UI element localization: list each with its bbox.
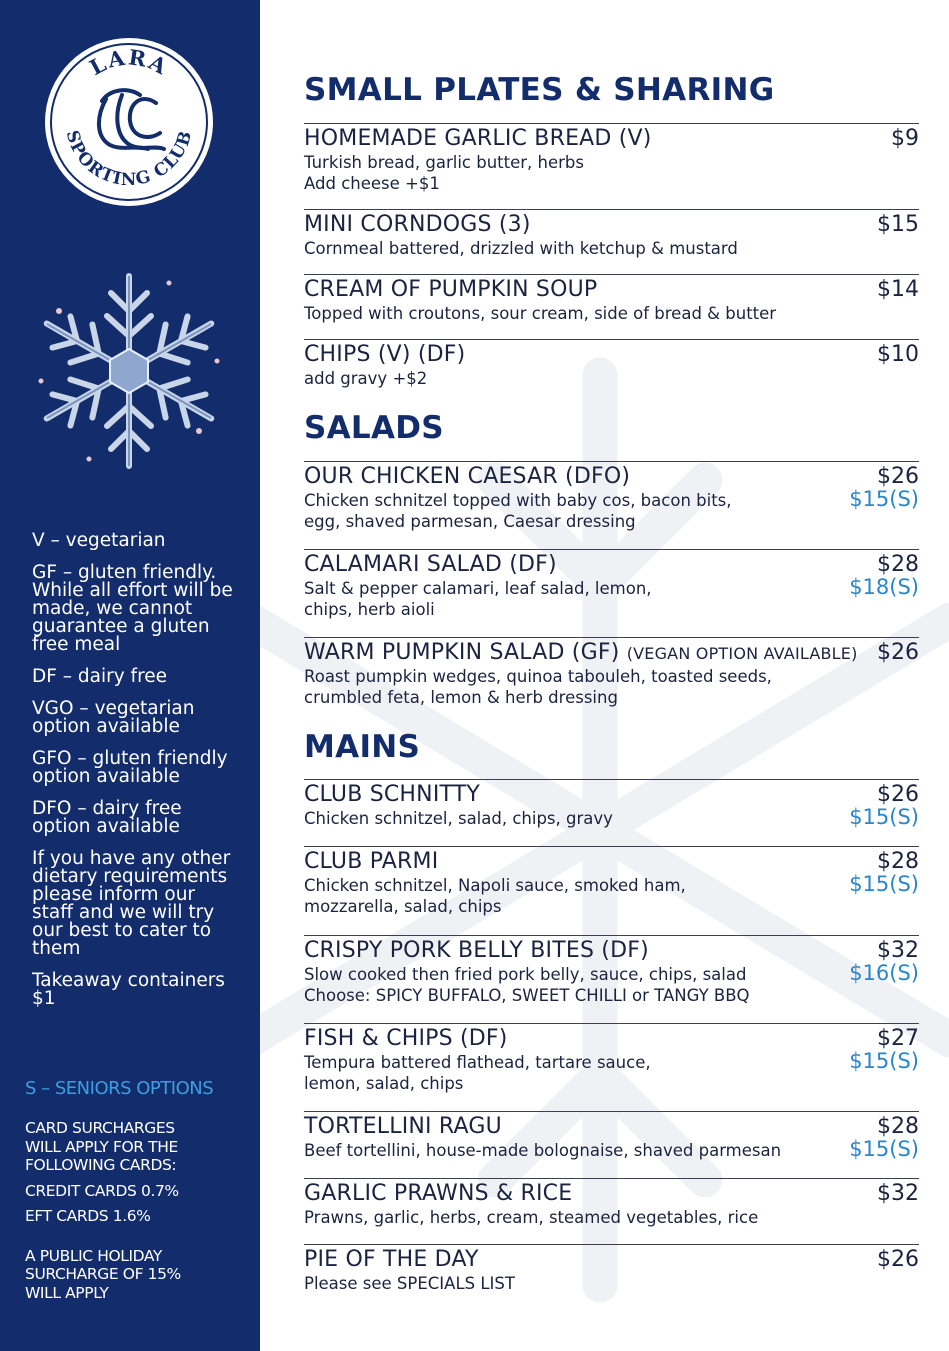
holiday-surcharge-line: WILL APPLY [25, 1283, 109, 1302]
sidebar [0, 0, 260, 1351]
desc-line: Chicken schnitzel, salad, chips, gravy [304, 809, 613, 828]
desc-line: egg, shaved parmesan, Caesar dressing [304, 512, 636, 531]
holiday-surcharge-line: A PUBLIC HOLIDAY [25, 1246, 163, 1265]
logo-top-text: LARA [85, 44, 173, 81]
legend-item: Takeaway containers $1 [32, 970, 225, 1009]
credit-card-surcharge: CREDIT CARDS 0.7% [25, 1181, 179, 1200]
item-price: $28 [877, 552, 919, 577]
senior-price: $15(S) [849, 487, 919, 511]
item-description [304, 1273, 515, 1294]
item-name: TORTELLINI RAGU [304, 1114, 502, 1139]
desc-line: Roast pumpkin wedges, quinoa tabouleh, toasted seeds, [304, 667, 772, 686]
item-price: $26 [877, 464, 919, 489]
desc-line: Choose: SPICY BUFFALO, SWEET CHILLI or TANGY BBQ [304, 986, 750, 1005]
desc-line: Salt & pepper calamari, leaf salad, lemon, [304, 579, 652, 598]
item-description [304, 1140, 781, 1161]
item-price: $26 [877, 640, 919, 665]
desc-line: Add cheese +$1 [304, 174, 440, 193]
item-description [304, 490, 732, 532]
item-description [304, 964, 750, 1006]
item-name: FISH & CHIPS (DF) [304, 1026, 508, 1051]
section-title-salads: SALADS [304, 410, 444, 446]
eft-card-surcharge: EFT CARDS 1.6% [25, 1207, 151, 1225]
desc-line: Slow cooked then fried pork belly, sauce, chips, salad [304, 965, 747, 984]
section-title-mains: MAINS [304, 729, 421, 765]
item-price: $28 [877, 849, 919, 874]
item-description [304, 578, 652, 620]
item-description [304, 666, 772, 708]
menu-item [304, 1178, 919, 1227]
item-price: $9 [891, 126, 919, 151]
item-description [304, 303, 776, 324]
legend-item: If you have any other dietary requirements please inform our staff and we will try our best to cater to them [32, 848, 231, 959]
item-description [304, 152, 584, 194]
menu-item [304, 846, 919, 916]
desc-line: Cornmeal battered, drizzled with ketchup & mustard [304, 239, 738, 258]
item-name: CLUB SCHNITTY [304, 782, 481, 807]
item-name: CREAM OF PUMPKIN SOUP [304, 277, 598, 302]
item-price: $28 [877, 1114, 919, 1139]
surcharge-line: WILL APPLY FOR THE [25, 1137, 178, 1156]
desc-line: crumbled feta, lemon & herb dressing [304, 688, 618, 707]
senior-price: $15(S) [849, 805, 919, 829]
item-name [304, 640, 858, 665]
legend-item: DF – dairy free [32, 666, 168, 687]
item-description [304, 1052, 651, 1094]
menu-item [304, 935, 919, 1005]
item-name: HOMEMADE GARLIC BREAD (V) [304, 126, 652, 151]
desc-line: Topped with croutons, sour cream, side of bread & butter [304, 304, 777, 323]
menu-item [304, 339, 919, 388]
menu-item [304, 209, 919, 258]
item-name: CRISPY PORK BELLY BITES (DF) [304, 938, 649, 963]
surcharge-notes [25, 1119, 247, 1302]
desc-line: Please see SPECIALS LIST [304, 1274, 515, 1293]
item-price: $26 [877, 782, 919, 807]
desc-line: lemon, salad, chips [304, 1074, 464, 1093]
dietary-legend [32, 532, 237, 1022]
item-price: $14 [877, 277, 919, 302]
item-name: CHIPS (V) (DF) [304, 342, 466, 367]
seniors-heading: S – SENIORS OPTIONS [25, 1078, 214, 1099]
desc-line: mozzarella, salad, chips [304, 897, 502, 916]
legend-item: DFO – dairy free option available [32, 798, 182, 837]
section-title-small-plates: SMALL PLATES & SHARING [304, 72, 775, 108]
legend-item: V – vegetarian [32, 530, 166, 551]
item-description [304, 368, 427, 389]
club-logo [44, 37, 214, 207]
item-price: $32 [877, 938, 919, 963]
menu-item [304, 1244, 919, 1293]
surcharge-line: CARD SURCHARGES [25, 1119, 175, 1137]
logo-bottom-text: SPORTING CLUB [61, 128, 197, 191]
legend-item: GFO – gluten friendly option available [32, 748, 228, 787]
item-name-text: WARM PUMPKIN SALAD (GF) [304, 640, 620, 665]
item-price: $32 [877, 1181, 919, 1206]
senior-price: $15(S) [849, 1049, 919, 1073]
senior-price: $16(S) [849, 961, 919, 985]
item-name: PIE OF THE DAY [304, 1247, 479, 1272]
desc-line: Beef tortellini, house-made bolognaise, shaved parmesan [304, 1141, 782, 1160]
senior-price: $18(S) [849, 575, 919, 599]
menu-item [304, 274, 919, 323]
menu-item [304, 549, 919, 619]
item-name: MINI CORNDOGS (3) [304, 212, 531, 237]
item-price: $10 [877, 342, 919, 367]
desc-line: Tempura battered flathead, tartare sauce, [304, 1053, 651, 1072]
item-description [304, 808, 613, 829]
menu-item [304, 637, 919, 707]
item-name: GARLIC PRAWNS & RICE [304, 1181, 573, 1206]
snowflake-icon [24, 266, 234, 476]
senior-price: $15(S) [849, 872, 919, 896]
item-name: CLUB PARMI [304, 849, 439, 874]
legend-item: VGO – vegetarian option available [32, 698, 195, 737]
legend-item: GF – gluten friendly. While all effort will be made, we cannot guarantee a gluten free meal [32, 562, 233, 655]
menu-item [304, 1111, 919, 1161]
item-description [304, 238, 738, 259]
senior-price: $15(S) [849, 1137, 919, 1161]
menu-item [304, 779, 919, 829]
item-note: (VEGAN OPTION AVAILABLE) [626, 644, 858, 663]
item-description [304, 875, 686, 917]
item-price: $26 [877, 1247, 919, 1272]
item-description [304, 1207, 758, 1228]
item-price: $27 [877, 1026, 919, 1051]
desc-line: add gravy +$2 [304, 369, 428, 388]
menu-item [304, 123, 919, 193]
item-price: $15 [877, 212, 919, 237]
desc-line: chips, herb aioli [304, 600, 435, 619]
menu-item [304, 461, 919, 531]
desc-line: Prawns, garlic, herbs, cream, steamed vegetables, rice [304, 1208, 759, 1227]
item-name: OUR CHICKEN CAESAR (DFO) [304, 464, 631, 489]
holiday-surcharge-line: SURCHARGE OF 15% [25, 1265, 181, 1283]
desc-line: Turkish bread, garlic butter, herbs [304, 153, 584, 172]
surcharge-line: FOLLOWING CARDS: [25, 1156, 177, 1174]
desc-line: Chicken schnitzel, Napoli sauce, smoked ham, [304, 876, 686, 895]
desc-line: Chicken schnitzel topped with baby cos, bacon bits, [304, 491, 732, 510]
item-name: CALAMARI SALAD (DF) [304, 552, 557, 577]
menu-item [304, 1023, 919, 1093]
